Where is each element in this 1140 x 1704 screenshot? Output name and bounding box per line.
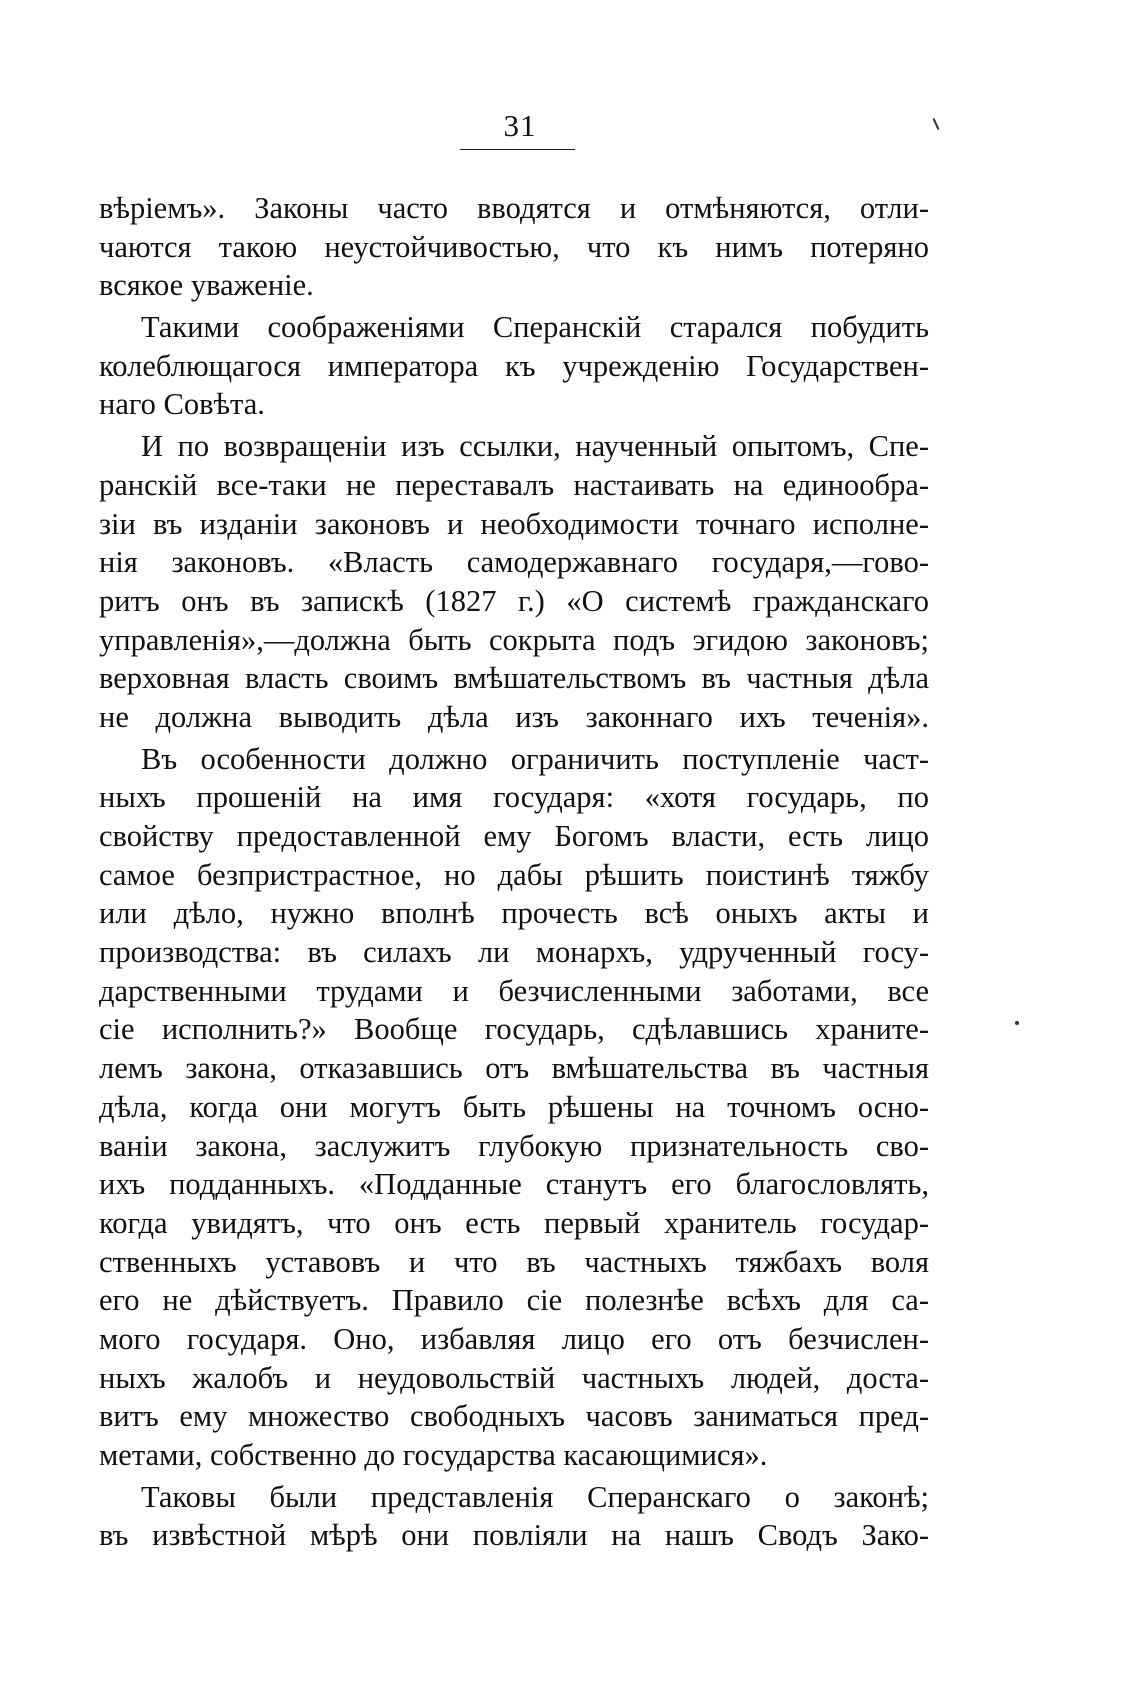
text-line: зіи въ изданіи законовъ и необходимости точнаго исполне- xyxy=(99,506,929,541)
text-line: его не дѣйствуетъ. Правило сіе полезнѣе всѣхъ для са- xyxy=(99,1283,929,1318)
text-line: витъ ему множество свободныхъ часовъ заниматься пред- xyxy=(99,1399,929,1434)
text-line: ныхъ жалобъ и неудовольствій частныхъ людей, достa- xyxy=(99,1360,929,1395)
text-line: дарственными трудами и безчисленными заботами, все xyxy=(99,973,929,1008)
text-line: мого государя. Оно, избавляя лицо его отъ безчислен- xyxy=(99,1321,929,1356)
text-line: колеблющагося императора къ учрежденію Государствен- xyxy=(99,348,929,383)
text-line: самое безпристрастное, но дабы рѣшить поистинѣ тяжбу xyxy=(99,857,929,892)
text-line: метами, собственно до государства касающимися». xyxy=(99,1438,768,1472)
body-text xyxy=(99,189,929,1555)
text-line: нія законовъ. «Власть самодержавнаго государя,—гово- xyxy=(99,545,929,580)
text-line: всякое уваженіе. xyxy=(99,268,314,303)
text-line: ранскій все-таки не переставалъ настаивать на единообра- xyxy=(99,467,929,502)
text-line: свойству предоставленной ему Богомъ власти, есть лицо xyxy=(99,819,929,853)
text-line: ваніи закона, заслужитъ глубокую признательность сво- xyxy=(99,1128,929,1163)
text-line: въ извѣстной мѣрѣ они повліяли на нашъ Сводъ Зако- xyxy=(99,1518,929,1553)
text-line: ственныхъ уставовъ и что въ частныхъ тяжбахъ воля xyxy=(99,1244,929,1279)
text-line: Такими соображеніями Сперанскій старался побудить xyxy=(141,310,929,345)
text-line: чаются такою неустойчивостью, что къ нимъ потеряно xyxy=(99,229,929,264)
paragraph-1 xyxy=(99,189,929,305)
page-number: 31 xyxy=(503,108,537,143)
text-line: дѣла, когда они могутъ быть рѣшены на точномъ осно- xyxy=(99,1089,929,1124)
paragraph-3 xyxy=(99,427,929,737)
text-line: производства: въ силахъ ли монархъ, удрученный госу- xyxy=(99,935,929,970)
text-line: вѣріемъ». Законы часто вводятся и отмѣняются, отли- xyxy=(99,191,929,225)
text-line: ихъ подданныхъ. «Подданные станутъ его благословлять, xyxy=(99,1167,929,1202)
paragraph-4 xyxy=(99,740,929,1475)
text-line: Въ особенности должно ограничить поступленіе част- xyxy=(141,741,929,776)
text-line: верховная власть своимъ вмѣшательствомъ въ частныя дѣла xyxy=(99,661,929,696)
text-line: Таковы были представленія Сперанскаго о законѣ; xyxy=(141,1479,929,1514)
paragraph-2 xyxy=(99,308,929,424)
text-line: сіе исполнить?» Вообще государь, сдѣлавшись хранитe- xyxy=(99,1012,929,1047)
text-line: управленія»,—должна быть сокрыта подъ эгидою законовъ; xyxy=(99,622,929,657)
print-speck-mark xyxy=(933,118,940,130)
text-line: ныхъ прошеній на имя государя: «хотя государь, по xyxy=(99,780,929,815)
text-line: не должна выводить дѣла изъ законнаго ихъ теченія». xyxy=(99,699,929,734)
text-line: когда увидятъ, что онъ есть первый хранитель государ- xyxy=(99,1205,929,1240)
paragraph-5 xyxy=(99,1478,929,1555)
text-line: наго Совѣта. xyxy=(99,387,265,422)
print-speck-dot xyxy=(1015,1021,1019,1025)
page-number-rule xyxy=(460,149,575,150)
text-line: или дѣло, нужно вполнѣ прочесть всѣ оныхъ акты и xyxy=(99,896,929,931)
text-line: лемъ закона, отказавшись отъ вмѣшательства въ частныя xyxy=(99,1051,929,1086)
text-line: ритъ онъ въ запискѣ (1827 г.) «О системѣ гражданскаго xyxy=(99,583,929,618)
text-line: И по возвращеніи изъ ссылки, наученный опытомъ, Спе- xyxy=(141,429,929,464)
